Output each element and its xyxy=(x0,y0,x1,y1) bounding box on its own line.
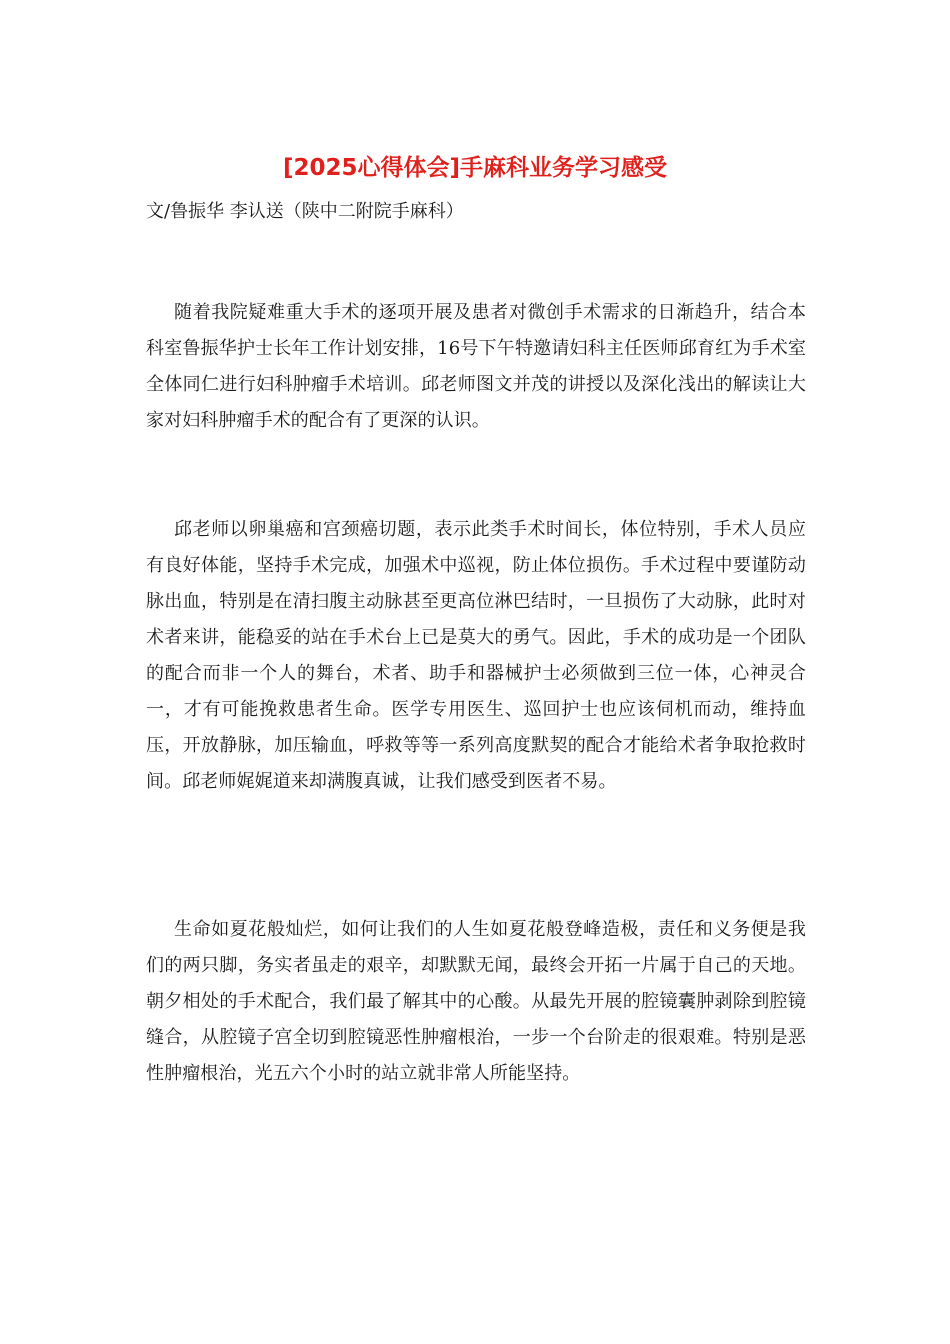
paragraph-1: 随着我院疑难重大手术的逐项开展及患者对微创手术需求的日渐趋升，结合本科室鲁振华护士长年工作计划安排，16号下午特邀请妇科主任医师邱育红为手术室全体同仁进行妇科肿瘤手术培训。邱老师图文并茂的讲授以及深化浅出的解读让大家对妇科肿瘤手术的配合有了更深的认识。 xyxy=(146,302,806,431)
paragraph-2: 邱老师以卵巢癌和宫颈癌切题，表示此类手术时间长，体位特别，手术人员应有良好体能，坚持手术完成，加强术中巡视，防止体位损伤。手术过程中要谨防动脉出血，特别是在清扫腹主动脉甚至更高位淋巴结时，一旦损伤了大动脉，此时对术者来讲，能稳妥的站在手术台上已是莫大的勇气。因此，手术的成功是一个团队的配合而非一个人的舞台，术者、助手和器械护士必须做到三位一体，心神灵合一，才有可能挽救患者生命。医学专用医生、巡回护士也应该伺机而动，维持血压，开放静脉，加压输血，呼救等等一系列高度默契的配合才能给术者争取抢救时间。邱老师娓娓道来却满腹真诚，让我们感受到医者不易。 xyxy=(146,519,806,792)
paragraph-3: 生命如夏花般灿烂，如何让我们的人生如夏花般登峰造极，责任和义务便是我们的两只脚，务实者虽走的艰辛，却默默无闻，最终会开拓一片属于自己的天地。朝夕相处的手术配合，我们最了解其中的心酸。从最先开展的腔镜囊肿剥除到腔镜缝合，从腔镜子宫全切到腔镜恶性肿瘤根治，一步一个台阶走的很艰难。特别是恶性肿瘤根治，光五六个小时的站立就非常人所能坚持。 xyxy=(146,919,806,1084)
byline: 文/鲁振华 李认送（陕中二附院手麻科） xyxy=(146,201,464,222)
document-title: [2025心得体会]手麻科业务学习感受 xyxy=(282,155,668,181)
